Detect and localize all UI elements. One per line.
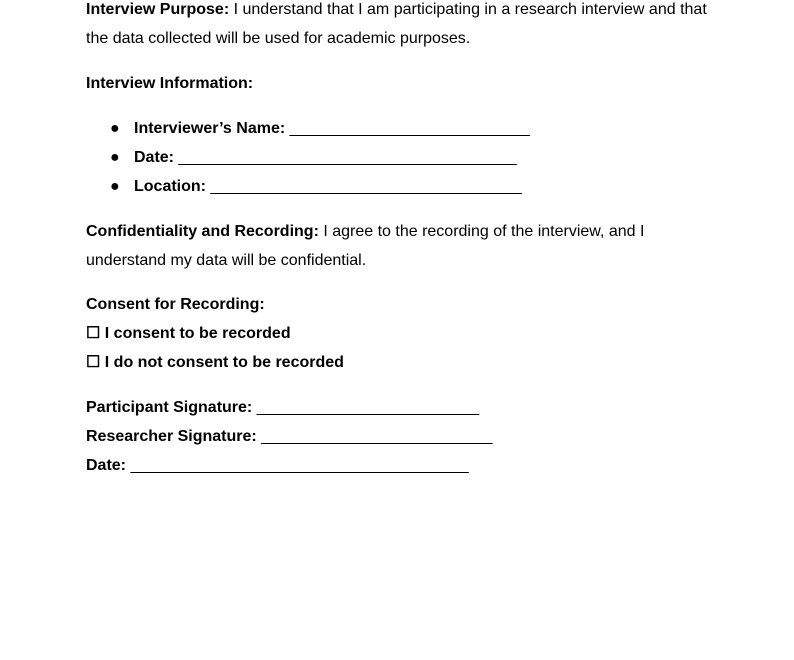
participant-signature-blank[interactable]: _________________________ xyxy=(252,399,480,416)
consent-option-no[interactable] xyxy=(86,348,726,377)
interview-date-label: Date: xyxy=(134,149,175,166)
bullet-icon: ● xyxy=(110,149,120,166)
consent-option-yes-label: I consent to be recorded xyxy=(100,325,291,342)
researcher-signature-blank[interactable]: __________________________ xyxy=(256,428,493,445)
checkbox-icon[interactable]: ☐ xyxy=(86,354,101,371)
interviewer-name-field[interactable] xyxy=(86,114,726,143)
interviewer-name-label: Interviewer’s Name: xyxy=(134,120,286,137)
interview-date-field[interactable] xyxy=(86,143,726,172)
interview-purpose-label: Interview Purpose: xyxy=(86,1,230,18)
interview-location-blank[interactable]: ___________________________________ xyxy=(206,178,522,195)
confidentiality-label: Confidentiality and Recording: xyxy=(86,223,319,240)
confidentiality-recording xyxy=(86,217,726,275)
participant-signature-field[interactable] xyxy=(86,393,726,422)
signature-date-label: Date: xyxy=(86,457,127,474)
checkbox-icon[interactable]: ☐ xyxy=(86,325,101,342)
interview-purpose-text: I understand that I am participating in a research interview and that the data collected will be used for academic purposes. xyxy=(86,1,707,47)
bullet-icon: ● xyxy=(110,178,120,195)
interviewer-name-blank[interactable]: ___________________________ xyxy=(285,120,530,137)
interview-date-blank[interactable]: ______________________________________ xyxy=(174,149,517,166)
consent-option-no-label: I do not consent to be recorded xyxy=(100,354,344,371)
interview-location-label: Location: xyxy=(134,178,206,195)
consent-recording-heading: Consent for Recording: xyxy=(86,296,265,313)
interview-information-heading: Interview Information: xyxy=(86,75,254,92)
signature-date-field[interactable] xyxy=(86,451,726,480)
confidentiality-text: I agree to the recording of the interview, and I understand my data will be confidential. xyxy=(86,223,645,269)
participant-signature-label: Participant Signature: xyxy=(86,399,253,416)
consent-option-yes[interactable] xyxy=(86,319,726,348)
signature-date-blank[interactable]: ______________________________________ xyxy=(126,457,469,474)
consent-form xyxy=(86,0,726,480)
researcher-signature-label: Researcher Signature: xyxy=(86,428,257,445)
researcher-signature-field[interactable] xyxy=(86,422,726,451)
interview-information-list xyxy=(86,114,726,201)
interview-purpose xyxy=(86,0,726,53)
interview-location-field[interactable] xyxy=(86,172,726,201)
bullet-icon: ● xyxy=(110,120,120,137)
